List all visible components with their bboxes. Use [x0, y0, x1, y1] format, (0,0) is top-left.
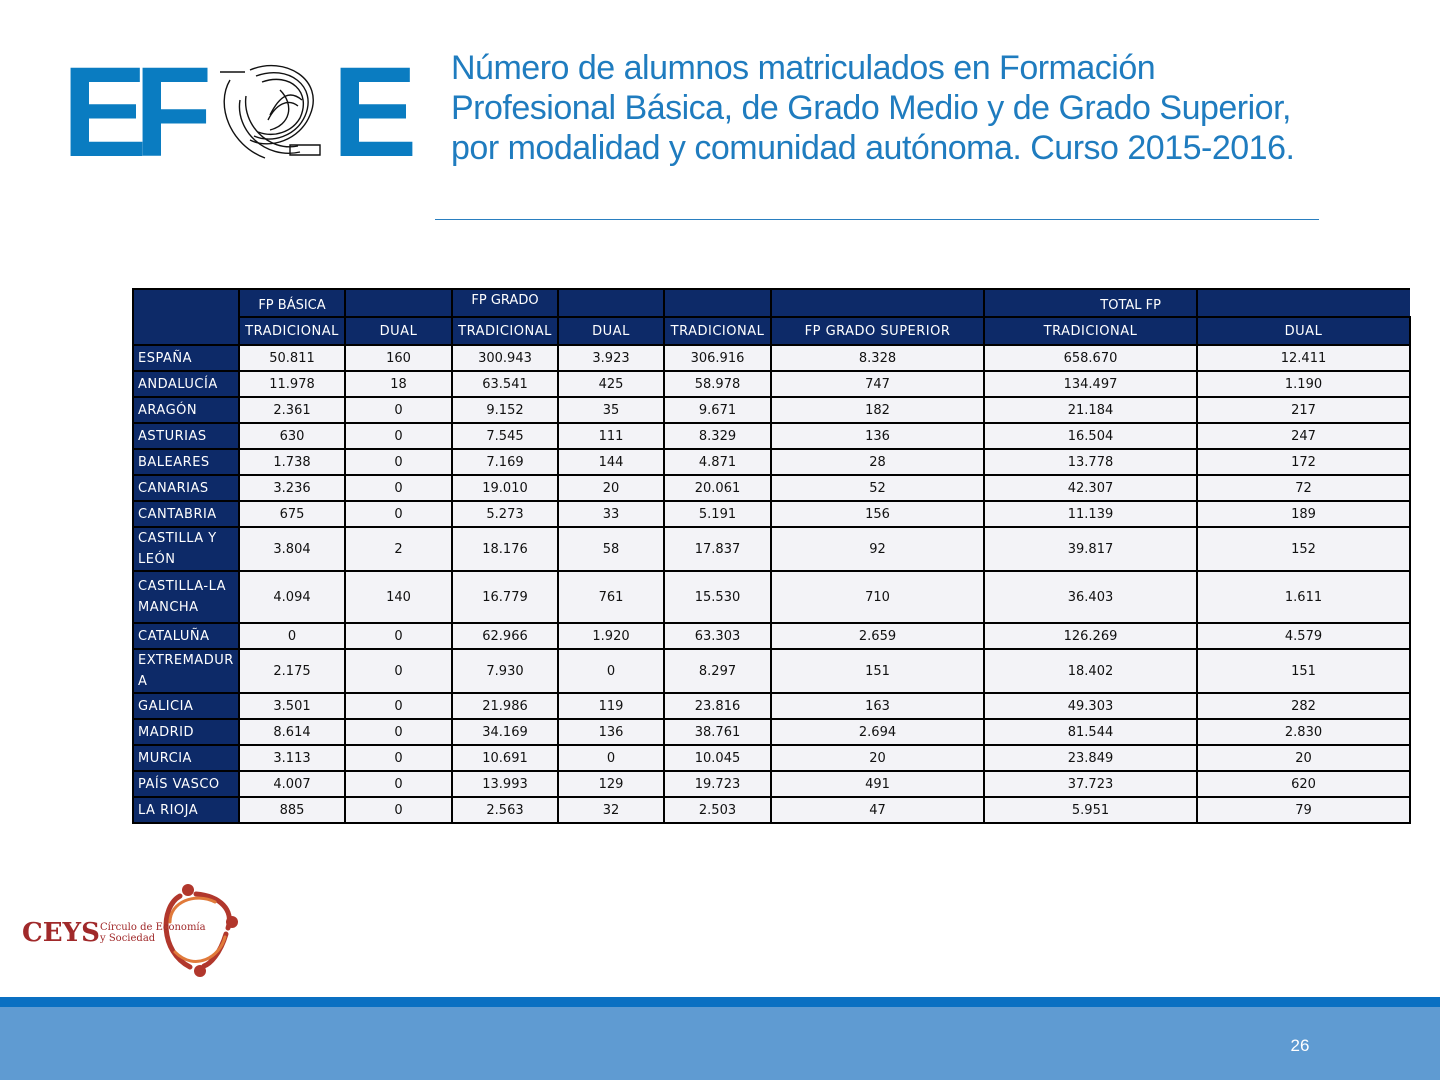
value-cell: 0 — [345, 745, 452, 771]
value-cell: 1.190 — [1197, 371, 1410, 397]
value-cell: 630 — [239, 423, 345, 449]
value-cell: 92 — [771, 527, 984, 571]
value-cell: 2.361 — [239, 397, 345, 423]
value-cell: 0 — [345, 693, 452, 719]
group-header-fp-grado: FP GRADO — [452, 289, 558, 317]
value-cell: 152 — [1197, 527, 1410, 571]
value-cell: 16.779 — [452, 571, 558, 623]
value-cell: 0 — [345, 623, 452, 649]
region-cell: CANTABRIA — [133, 501, 239, 527]
value-cell: 0 — [345, 797, 452, 823]
logo-letter-f: F — [134, 41, 213, 184]
value-cell: 2.175 — [239, 649, 345, 693]
ceys-subtitle-line1: Círculo de Economía — [100, 922, 206, 933]
region-cell: CANARIAS — [133, 475, 239, 501]
value-cell: 151 — [1197, 649, 1410, 693]
value-cell: 33 — [558, 501, 664, 527]
page-number: 26 — [1290, 1036, 1310, 1055]
region-cell: LA RIOJA — [133, 797, 239, 823]
value-cell: 16.504 — [984, 423, 1197, 449]
ceys-logo — [20, 882, 245, 982]
value-cell: 306.916 — [664, 345, 771, 371]
group-header-row — [133, 289, 1410, 317]
ceys-wordmark: CEYS — [22, 918, 100, 948]
value-cell: 119 — [558, 693, 664, 719]
value-cell: 2 — [345, 527, 452, 571]
table-row — [133, 423, 1410, 449]
value-cell: 19.010 — [452, 475, 558, 501]
value-cell: 8.328 — [771, 345, 984, 371]
value-cell: 23.816 — [664, 693, 771, 719]
footer-band-accent — [0, 997, 1440, 1007]
table-row — [133, 649, 1410, 693]
value-cell: 11.139 — [984, 501, 1197, 527]
value-cell: 710 — [771, 571, 984, 623]
value-cell: 4.579 — [1197, 623, 1410, 649]
region-cell: CASTILLA-LA MANCHA — [133, 571, 239, 623]
value-cell: 0 — [345, 719, 452, 745]
value-cell: 0 — [345, 771, 452, 797]
value-cell: 2.694 — [771, 719, 984, 745]
value-cell: 140 — [345, 571, 452, 623]
logo-swirl-icon — [210, 60, 335, 165]
value-cell: 17.837 — [664, 527, 771, 571]
value-cell: 4.871 — [664, 449, 771, 475]
region-cell: MADRID — [133, 719, 239, 745]
value-cell: 300.943 — [452, 345, 558, 371]
value-cell: 8.329 — [664, 423, 771, 449]
value-cell: 39.817 — [984, 527, 1197, 571]
value-cell: 2.503 — [664, 797, 771, 823]
value-cell: 37.723 — [984, 771, 1197, 797]
value-cell: 126.269 — [984, 623, 1197, 649]
value-cell: 7.545 — [452, 423, 558, 449]
value-cell: 189 — [1197, 501, 1410, 527]
value-cell: 136 — [771, 423, 984, 449]
value-cell: 7.169 — [452, 449, 558, 475]
value-cell: 425 — [558, 371, 664, 397]
region-cell: BALEARES — [133, 449, 239, 475]
region-cell: EXTREMADURA — [133, 649, 239, 693]
value-cell: 3.923 — [558, 345, 664, 371]
region-cell: CATALUÑA — [133, 623, 239, 649]
value-cell: 32 — [558, 797, 664, 823]
value-cell: 136 — [558, 719, 664, 745]
column-header: TRADICIONAL — [239, 317, 345, 345]
value-cell: 9.152 — [452, 397, 558, 423]
value-cell: 491 — [771, 771, 984, 797]
value-cell: 9.671 — [664, 397, 771, 423]
group-header-blank — [558, 289, 664, 317]
region-cell: ASTURIAS — [133, 423, 239, 449]
value-cell: 58.978 — [664, 371, 771, 397]
value-cell: 3.804 — [239, 527, 345, 571]
value-cell: 58 — [558, 527, 664, 571]
value-cell: 0 — [345, 475, 452, 501]
group-header-blank — [1197, 289, 1410, 317]
value-cell: 151 — [771, 649, 984, 693]
value-cell: 8.297 — [664, 649, 771, 693]
value-cell: 4.094 — [239, 571, 345, 623]
value-cell: 3.113 — [239, 745, 345, 771]
footer-band — [0, 1007, 1440, 1080]
value-cell: 36.403 — [984, 571, 1197, 623]
value-cell: 1.611 — [1197, 571, 1410, 623]
value-cell: 5.191 — [664, 501, 771, 527]
value-cell: 675 — [239, 501, 345, 527]
column-header: DUAL — [558, 317, 664, 345]
value-cell: 13.993 — [452, 771, 558, 797]
value-cell: 13.778 — [984, 449, 1197, 475]
group-header-blank — [771, 289, 984, 317]
table-row — [133, 797, 1410, 823]
ceys-subtitle-line2: y Sociedad — [100, 933, 156, 944]
value-cell: 28 — [771, 449, 984, 475]
value-cell: 8.614 — [239, 719, 345, 745]
value-cell: 21.184 — [984, 397, 1197, 423]
ceys-subtitle — [100, 922, 206, 944]
value-cell: 47 — [771, 797, 984, 823]
value-cell: 3.501 — [239, 693, 345, 719]
column-header: TRADICIONAL — [452, 317, 558, 345]
value-cell: 282 — [1197, 693, 1410, 719]
value-cell: 38.761 — [664, 719, 771, 745]
table-row — [133, 623, 1410, 649]
value-cell: 0 — [345, 649, 452, 693]
value-cell: 11.978 — [239, 371, 345, 397]
value-cell: 2.830 — [1197, 719, 1410, 745]
value-cell: 658.670 — [984, 345, 1197, 371]
table-row — [133, 345, 1410, 371]
region-cell: ANDALUCÍA — [133, 371, 239, 397]
value-cell: 42.307 — [984, 475, 1197, 501]
value-cell: 62.966 — [452, 623, 558, 649]
header-corner — [133, 289, 239, 345]
value-cell: 35 — [558, 397, 664, 423]
value-cell: 63.303 — [664, 623, 771, 649]
value-cell: 52 — [771, 475, 984, 501]
value-cell: 49.303 — [984, 693, 1197, 719]
value-cell: 18 — [345, 371, 452, 397]
value-cell: 15.530 — [664, 571, 771, 623]
value-cell: 156 — [771, 501, 984, 527]
enrollment-table — [132, 288, 1411, 824]
value-cell: 4.007 — [239, 771, 345, 797]
region-cell: MURCIA — [133, 745, 239, 771]
table-row — [133, 693, 1410, 719]
value-cell: 129 — [558, 771, 664, 797]
page-title: Número de alumnos matriculados en Formación Profesional Básica, de Grado Medio y de Grado Superior, por modalidad y comunidad autónoma. Curso 2015-2016. — [451, 49, 1295, 167]
value-cell: 23.849 — [984, 745, 1197, 771]
region-cell: GALICIA — [133, 693, 239, 719]
value-cell: 10.045 — [664, 745, 771, 771]
value-cell: 0 — [345, 501, 452, 527]
value-cell: 885 — [239, 797, 345, 823]
value-cell: 217 — [1197, 397, 1410, 423]
value-cell: 21.986 — [452, 693, 558, 719]
value-cell: 20 — [771, 745, 984, 771]
value-cell: 172 — [1197, 449, 1410, 475]
column-header: TRADICIONAL — [664, 317, 771, 345]
region-cell: ARAGÓN — [133, 397, 239, 423]
value-cell: 182 — [771, 397, 984, 423]
table-row — [133, 371, 1410, 397]
value-cell: 0 — [558, 649, 664, 693]
value-cell: 18.176 — [452, 527, 558, 571]
value-cell: 34.169 — [452, 719, 558, 745]
value-cell: 1.738 — [239, 449, 345, 475]
value-cell: 5.951 — [984, 797, 1197, 823]
title-divider — [435, 219, 1319, 220]
value-cell: 20.061 — [664, 475, 771, 501]
table-row — [133, 527, 1410, 571]
value-cell: 7.930 — [452, 649, 558, 693]
value-cell: 0 — [345, 423, 452, 449]
value-cell: 160 — [345, 345, 452, 371]
table-row — [133, 571, 1410, 623]
value-cell: 620 — [1197, 771, 1410, 797]
value-cell: 2.563 — [452, 797, 558, 823]
group-header-blank — [345, 289, 452, 317]
value-cell: 5.273 — [452, 501, 558, 527]
value-cell: 247 — [1197, 423, 1410, 449]
table-row — [133, 771, 1410, 797]
value-cell: 0 — [345, 397, 452, 423]
column-header: TRADICIONAL — [984, 317, 1197, 345]
value-cell: 2.659 — [771, 623, 984, 649]
table-row — [133, 475, 1410, 501]
table-row — [133, 745, 1410, 771]
value-cell: 79 — [1197, 797, 1410, 823]
efe-logo — [62, 41, 418, 184]
group-header-blank — [664, 289, 771, 317]
column-header: FP GRADO SUPERIOR — [771, 317, 984, 345]
region-cell: ESPAÑA — [133, 345, 239, 371]
value-cell: 0 — [345, 449, 452, 475]
logo-letter-e2: E — [332, 41, 418, 184]
value-cell: 20 — [1197, 745, 1410, 771]
table-row — [133, 501, 1410, 527]
column-header: DUAL — [345, 317, 452, 345]
value-cell: 12.411 — [1197, 345, 1410, 371]
value-cell: 163 — [771, 693, 984, 719]
value-cell: 72 — [1197, 475, 1410, 501]
value-cell: 20 — [558, 475, 664, 501]
value-cell: 3.236 — [239, 475, 345, 501]
logo-letter-e: E — [62, 41, 148, 184]
value-cell: 50.811 — [239, 345, 345, 371]
value-cell: 18.402 — [984, 649, 1197, 693]
value-cell: 134.497 — [984, 371, 1197, 397]
group-header-total-fp: TOTAL FP — [984, 289, 1197, 317]
table-row — [133, 397, 1410, 423]
value-cell: 761 — [558, 571, 664, 623]
value-cell: 747 — [771, 371, 984, 397]
value-cell: 144 — [558, 449, 664, 475]
value-cell: 1.920 — [558, 623, 664, 649]
column-header: DUAL — [1197, 317, 1410, 345]
column-header-row — [133, 317, 1410, 345]
region-cell: PAÍS VASCO — [133, 771, 239, 797]
table-row — [133, 719, 1410, 745]
value-cell: 111 — [558, 423, 664, 449]
value-cell: 63.541 — [452, 371, 558, 397]
value-cell: 0 — [558, 745, 664, 771]
table-row — [133, 449, 1410, 475]
table-body — [133, 345, 1410, 823]
value-cell: 10.691 — [452, 745, 558, 771]
value-cell: 0 — [239, 623, 345, 649]
group-header-fp-basica: FP BÁSICA — [239, 289, 345, 317]
region-cell: CASTILLA Y LEÓN — [133, 527, 239, 571]
value-cell: 81.544 — [984, 719, 1197, 745]
value-cell: 19.723 — [664, 771, 771, 797]
